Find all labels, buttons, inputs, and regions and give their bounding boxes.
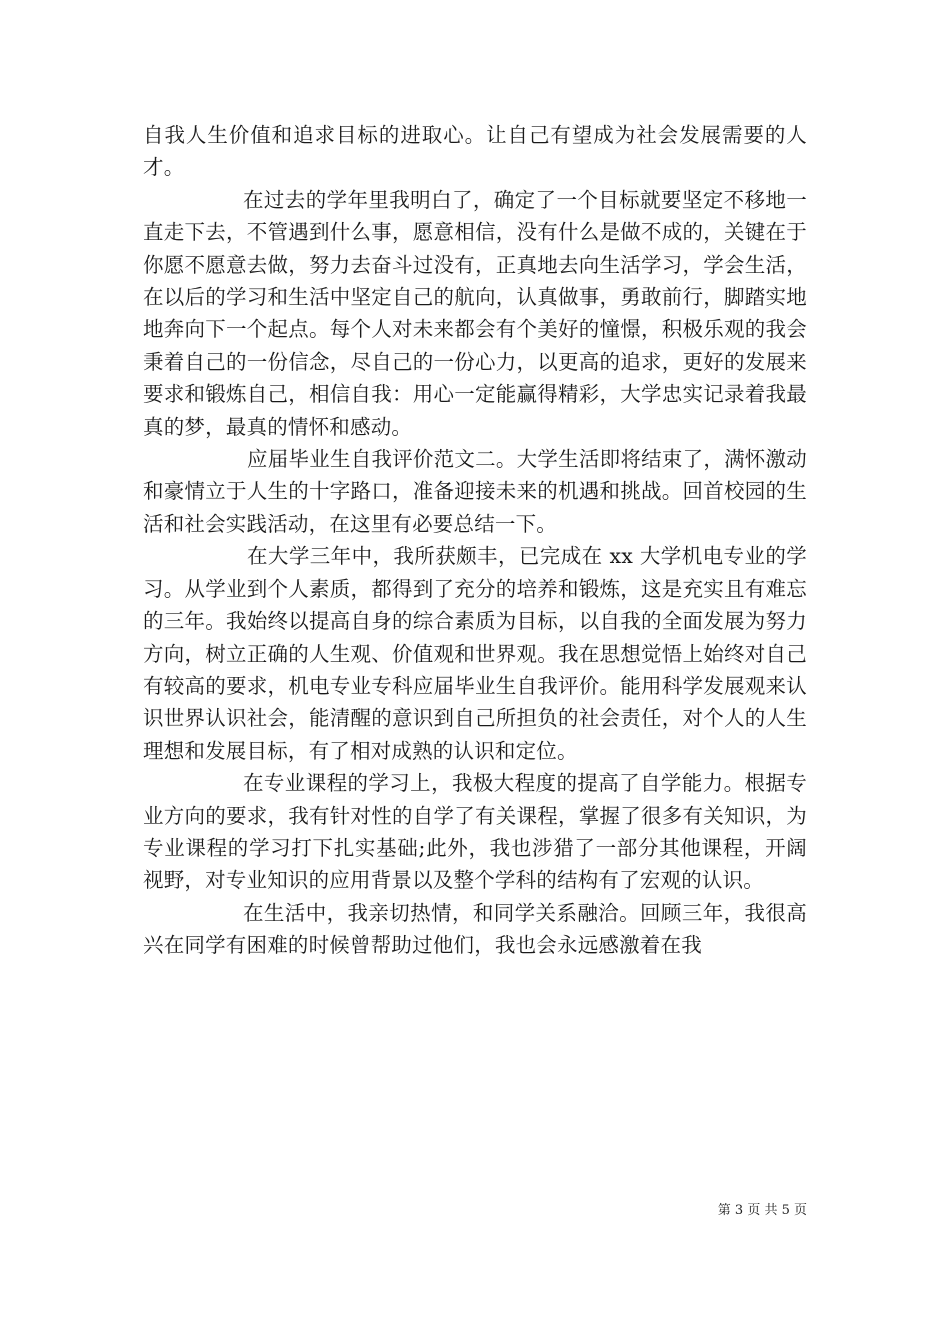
- paragraph-three-years: 在大学三年中，我所获颇丰，已完成在 xx 大学机电专业的学习。从学业到个人素质，都得到了充分的培养和锻炼，这是充实且有难忘的三年。我始终以提高自身的综合素质为目标，以自我的全面发展为努力方向，树立正确的人生观、价值观和世界观。我在思想觉悟上始终对自己有较高的要求，机电专业专科应届毕业生自我评价。能用科学发展观来认识世界认识社会，能清醒的意识到自己所担负的社会责任，对个人的人生理想和发展目标，有了相对成熟的认识和定位。: [143, 544, 807, 763]
- paragraph-life: 在生活中，我亲切热情，和同学关系融洽。回顾三年，我很高兴在同学有困难的时候曾帮助过他们，我也会永远感激着在我: [143, 900, 807, 958]
- page-number-footer: 第 3 页 共 5 页: [717, 1203, 807, 1218]
- paragraph-professional-courses: 在专业课程的学习上，我极大程度的提高了自学能力。根据专业方向的要求，我有针对性的自学了有关课程，掌握了很多有关知识，为专业课程的学习打下扎实基础;此外，我也涉猎了一部分其他课程，开阔视野，对专业知识的应用背景以及整个学科的结构有了宏观的认识。: [143, 771, 807, 893]
- paragraph-continuation: 自我人生价值和追求目标的进取心。让自己有望成为社会发展需要的人才。: [143, 123, 807, 180]
- document-body: [143, 119, 807, 962]
- paragraph-past-year: 在过去的学年里我明白了，确定了一个目标就要坚定不移地一直走下去，不管遇到什么事，愿意相信，没有什么是做不成的，关键在于你愿不愿意去做，努力去奋斗过没有，正真地去向生活学习，学会生活，在以后的学习和生活中坚定自己的航向，认真做事，勇敢前行，脚踏实地地奔向下一个起点。每个人对未来都会有个美好的憧憬，积极乐观的我会秉着自己的一份信念，尽自己的一份心力，以更高的追求，更好的发展来要求和锻炼自己，相信自我：用心一定能赢得精彩，大学忠实记录着我最真的梦，最真的情怀和感动。: [143, 187, 807, 439]
- paragraph-sample-two-intro: 应届毕业生自我评价范文二。大学生活即将结束了，满怀激动和豪情立于人生的十字路口，准备迎接未来的机遇和挑战。回首校园的生活和社会实践活动，在这里有必要总结一下。: [143, 447, 807, 536]
